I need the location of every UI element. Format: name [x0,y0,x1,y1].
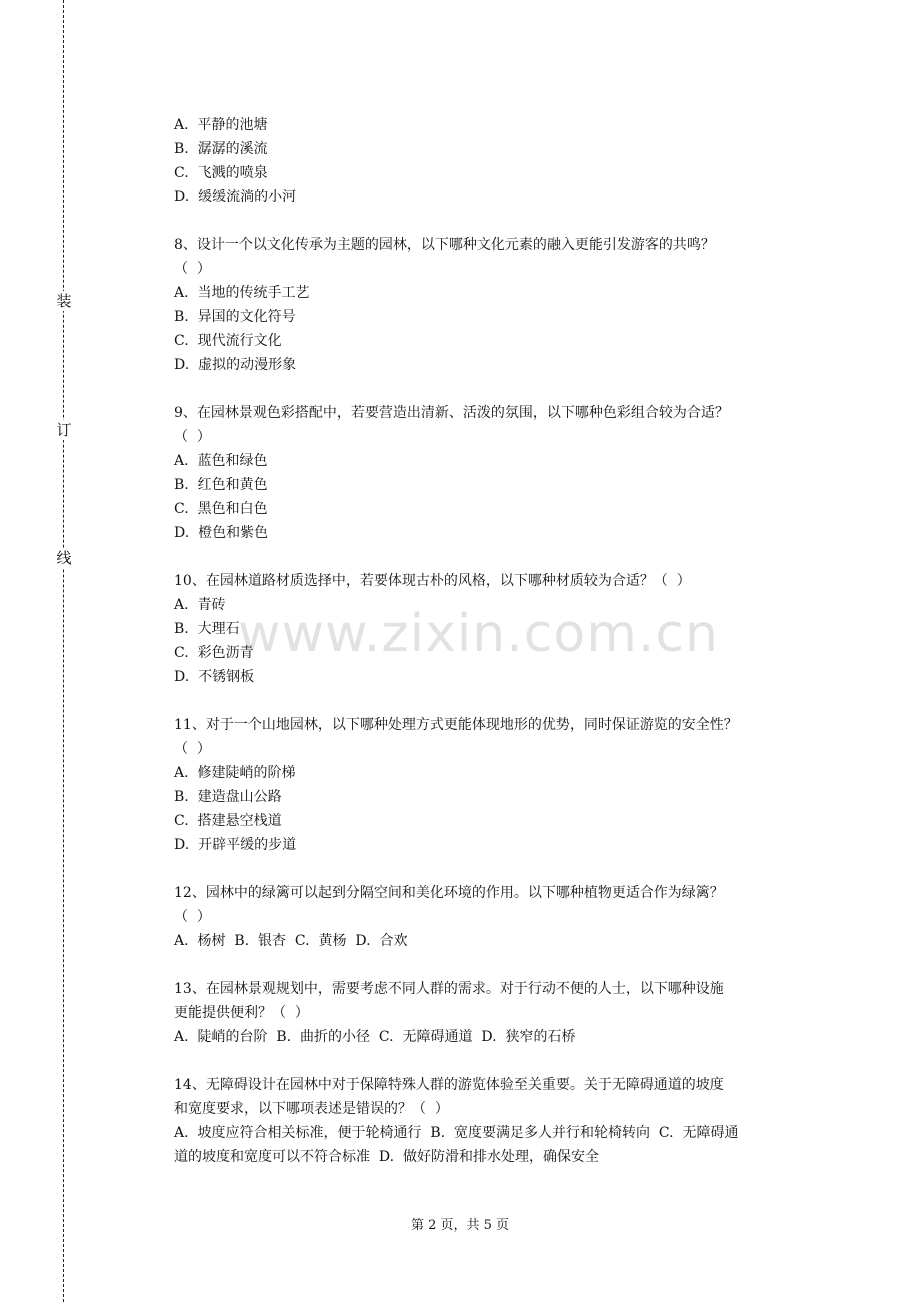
binding-char-xian: 线 [56,549,72,567]
option-row-continued: 道的坡度和宽度可以不符合标准 D. 做好防滑和排水处理，确保安全 [174,1149,599,1165]
option-b: B. 潺潺的溪流 [174,141,268,157]
option-a: A. 青砖 [174,597,226,613]
question-14 [174,1073,824,1169]
question-list [174,113,824,1169]
option-a: A. 修建陡峭的阶梯 [174,765,296,781]
option-c: C. 黑色和白色 [174,501,268,517]
question-stem: 8、设计一个以文化传承为主题的园林，以下哪种文化元素的融入更能引发游客的共鸣？ [174,237,715,253]
answer-blank: （ ） [174,909,211,925]
option-c: C. 飞溅的喷泉 [174,165,268,181]
option-b: B. 红色和黄色 [174,477,268,493]
question-stem: 9、在园林景观色彩搭配中，若要营造出清新、活泼的氛围，以下哪种色彩组合较为合适？ [174,405,729,421]
question-12 [174,881,824,953]
question-stem: 13、在园林景观规划中，需要考虑不同人群的需求。对于行动不便的人士，以下哪种设施 [174,981,724,997]
option-d: D. 虚拟的动漫形象 [174,357,297,373]
option-row: A. 陡峭的台阶 B. 曲折的小径 C. 无障碍通道 D. 狭窄的石桥 [174,1029,576,1045]
option-a: A. 平静的池塘 [174,117,268,133]
option-b: B. 建造盘山公路 [174,789,282,805]
option-c: C. 现代流行文化 [174,333,282,349]
answer-blank: （ ） [174,261,211,277]
answer-blank: （ ） [174,429,211,445]
option-c: C. 搭建悬空栈道 [174,813,282,829]
question-stem-continued: 更能提供便利？（ ） [174,1005,309,1021]
question-stem: 12、园林中的绿篱可以起到分隔空间和美化环境的作用。以下哪种植物更适合作为绿篱？ [174,885,724,901]
question-stem: 11、对于一个山地园林，以下哪种处理方式更能体现地形的优势，同时保证游览的安全性？ [174,717,738,733]
binding-char-ding: 订 [56,421,72,439]
question-13 [174,977,824,1049]
question-stem-continued: 和宽度要求，以下哪项表述是错误的？（ ） [174,1101,449,1117]
question-7-options [174,113,824,209]
binding-dashed-line [63,0,64,1302]
option-b: B. 异国的文化符号 [174,309,296,325]
answer-blank: （ ） [174,741,211,757]
question-9 [174,401,824,545]
option-c: C. 彩色沥青 [174,645,254,661]
option-row: A. 坡度应符合相关标准，便于轮椅通行 B. 宽度要满足多人并行和轮椅转向 C. 无障碍通 [174,1125,739,1141]
option-a: A. 蓝色和绿色 [174,453,268,469]
question-stem: 14、无障碍设计在园林中对于保障特殊人群的游览体验至关重要。关于无障碍通道的坡度 [174,1077,724,1093]
question-10 [174,569,824,689]
watermark: www.zixin.com.cn [238,604,719,664]
option-a: A. 当地的传统手工艺 [174,285,310,301]
page-footer: 第 2 页，共 5 页 [410,1218,510,1233]
option-d: D. 橙色和紫色 [174,525,269,541]
binding-char-zhuang: 装 [56,292,72,310]
option-row: A. 杨树 B. 银杏 C. 黄杨 D. 合欢 [174,933,408,949]
question-stem: 10、在园林道路材质选择中，若要体现古朴的风格，以下哪种材质较为合适？（ ） [174,573,691,589]
option-d: D. 开辟平缓的步道 [174,837,297,853]
question-8 [174,233,824,377]
option-d: D. 不锈钢板 [174,669,255,685]
option-b: B. 大理石 [174,621,240,637]
question-11 [174,713,824,857]
option-d: D. 缓缓流淌的小河 [174,189,297,205]
